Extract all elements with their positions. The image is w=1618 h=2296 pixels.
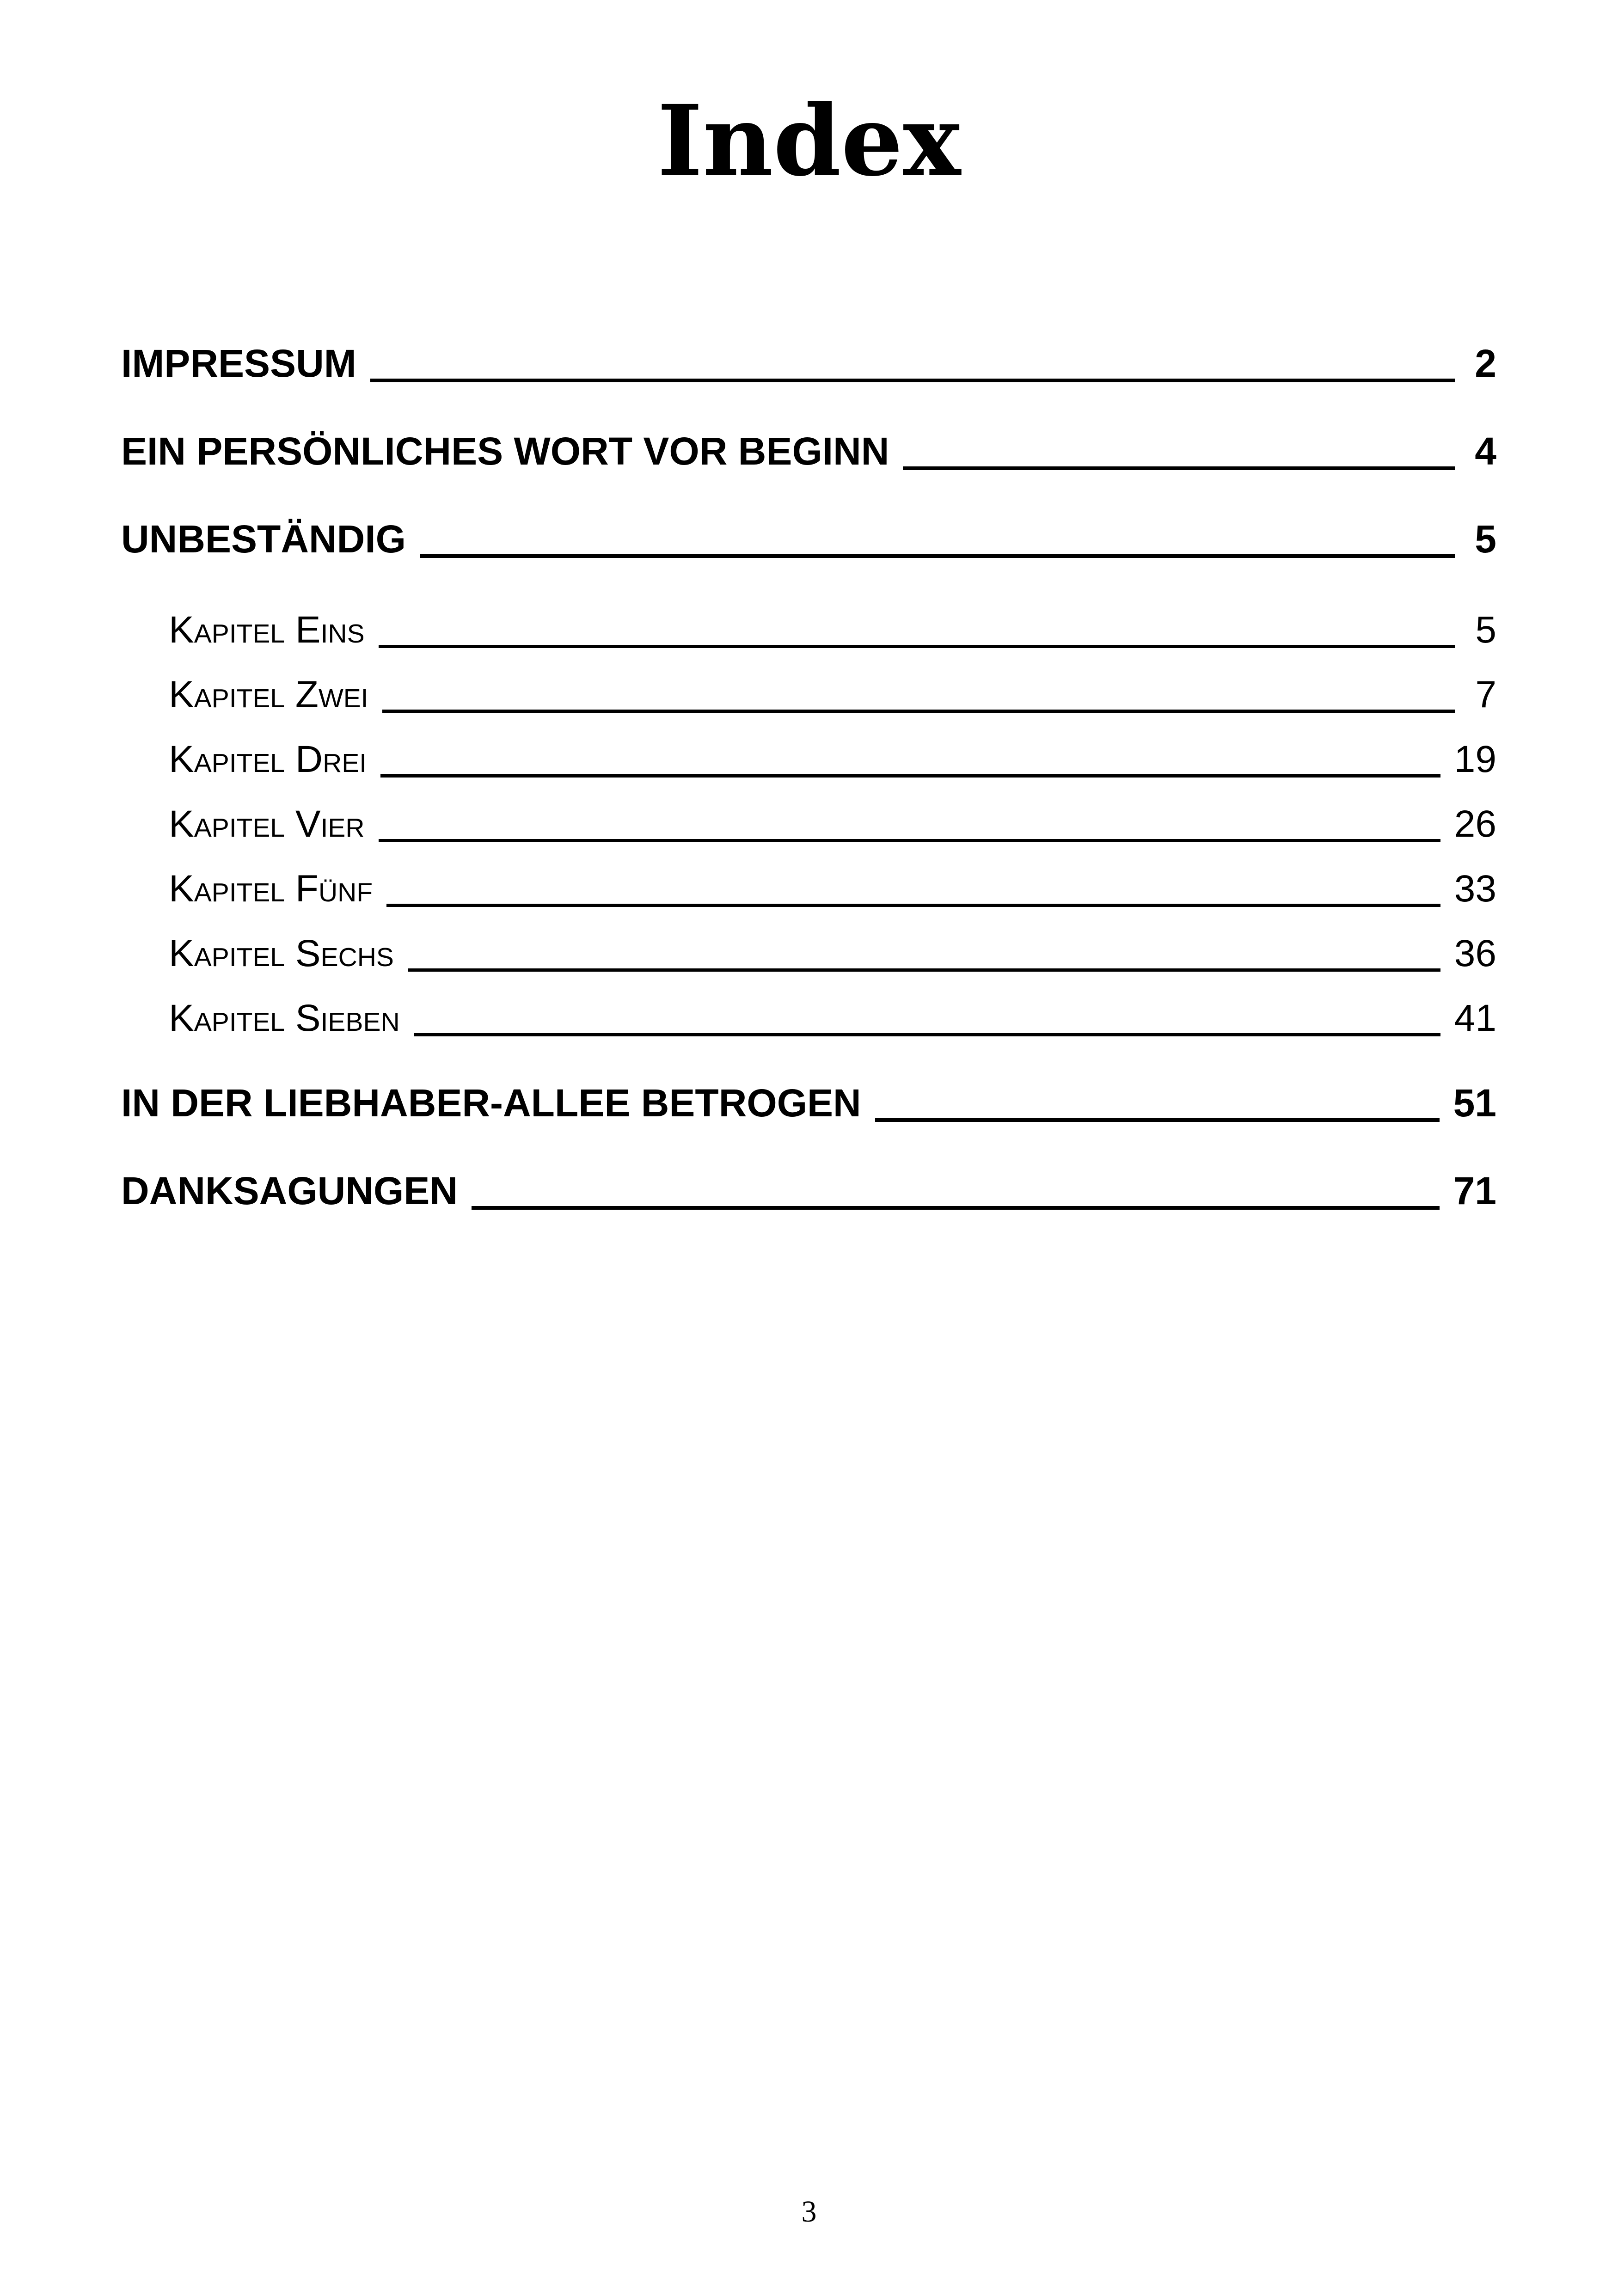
toc-subentry-kapitel-zwei[interactable] bbox=[169, 668, 1496, 716]
toc-leader-line bbox=[379, 839, 1440, 842]
toc-leader-line bbox=[370, 379, 1455, 382]
toc-entry-label: Kapitel Eins bbox=[169, 609, 365, 651]
page-title: Index bbox=[657, 84, 961, 198]
toc-entry-label: Kapitel Sieben bbox=[169, 997, 400, 1039]
toc-entry-page: 51 bbox=[1453, 1081, 1496, 1125]
toc-subentry-kapitel-drei[interactable] bbox=[169, 733, 1496, 781]
toc-leader-line bbox=[380, 774, 1440, 778]
toc-entry-label: Kapitel Drei bbox=[169, 738, 367, 780]
toc-entry-page: 26 bbox=[1454, 803, 1496, 845]
toc-leader-line bbox=[379, 645, 1455, 648]
toc-entry-page: 33 bbox=[1454, 868, 1496, 910]
toc-entry-page: 41 bbox=[1454, 997, 1496, 1039]
toc-entry-label: IN DER LIEBHABER-ALLEE BETROGEN bbox=[121, 1081, 861, 1125]
toc-entry-label: Kapitel Zwei bbox=[169, 673, 368, 716]
toc-entry-label: UNBESTÄNDIG bbox=[121, 517, 406, 561]
toc-entry-label: IMPRESSUM bbox=[121, 342, 356, 385]
toc-entry-danksagungen[interactable] bbox=[121, 1163, 1496, 1213]
toc-leader-line bbox=[420, 554, 1455, 558]
toc-entry-page: 2 bbox=[1475, 342, 1496, 385]
toc-entry-page: 4 bbox=[1475, 429, 1496, 473]
toc-entry-page: 19 bbox=[1454, 738, 1496, 780]
toc-entry-label: DANKSAGUNGEN bbox=[121, 1169, 458, 1212]
toc-subentry-kapitel-eins[interactable] bbox=[169, 603, 1496, 652]
toc-leader-line bbox=[408, 968, 1440, 972]
toc-entry-unbestaendig[interactable] bbox=[121, 511, 1496, 562]
toc-subentry-kapitel-fuenf[interactable] bbox=[169, 862, 1496, 911]
toc-leader-line bbox=[903, 466, 1455, 470]
toc-entry-impressum[interactable] bbox=[121, 335, 1496, 386]
toc-leader-line bbox=[386, 904, 1440, 907]
toc-entry-label: EIN PERSÖNLICHES WORT VOR BEGINN bbox=[121, 429, 889, 473]
toc-leader-line bbox=[414, 1033, 1440, 1036]
page-number: 3 bbox=[801, 2195, 817, 2229]
toc-leader-line bbox=[472, 1206, 1440, 1210]
toc-entry-label: Kapitel Vier bbox=[169, 803, 365, 845]
toc-entry-page: 36 bbox=[1454, 932, 1496, 974]
toc-subentry-kapitel-sechs[interactable] bbox=[169, 927, 1496, 975]
toc-leader-line bbox=[382, 710, 1455, 713]
toc-entry-label: Kapitel Sechs bbox=[169, 932, 394, 974]
toc-entry-persoenliches-wort[interactable] bbox=[121, 423, 1496, 474]
toc-entry-page: 5 bbox=[1475, 609, 1496, 651]
toc-leader-line bbox=[875, 1118, 1440, 1122]
toc-subentry-kapitel-vier[interactable] bbox=[169, 797, 1496, 846]
toc-entry-page: 5 bbox=[1475, 517, 1496, 561]
toc-subentry-kapitel-sieben[interactable] bbox=[169, 992, 1496, 1040]
toc-entry-label: Kapitel Fünf bbox=[169, 868, 373, 910]
toc-entry-page: 71 bbox=[1453, 1169, 1496, 1212]
toc-entry-page: 7 bbox=[1475, 673, 1496, 716]
toc-entry-liebhaber-allee[interactable] bbox=[121, 1075, 1496, 1126]
